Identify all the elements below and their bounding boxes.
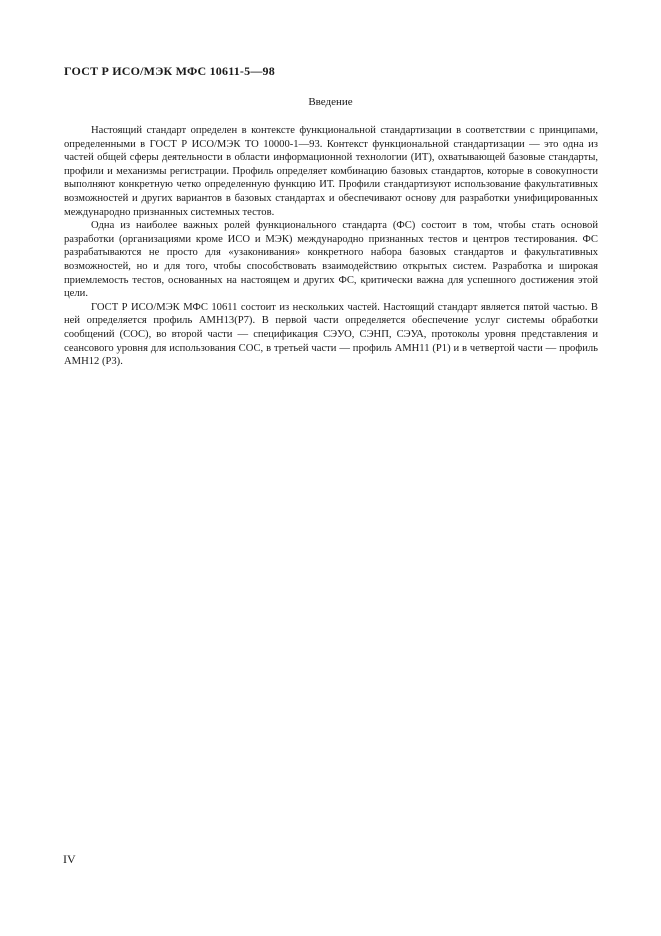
document-header: ГОСТ Р ИСО/МЭК МФС 10611-5—98 <box>64 64 275 78</box>
section-title: Введение <box>308 96 353 108</box>
document-body <box>64 124 598 369</box>
paragraph-3: ГОСТ Р ИСО/МЭК МФС 10611 состоит из нескольких частей. Настоящий стандарт является пятой частью. В ней определяется профиль АМН13(Р7). В первой части определяется обеспечение услуг системы обработки сообщений (СОС), во второй части — спецификация СЭУО, СЭНП, СЭУА, протоколы уровня представления и сеансового уровня для использования СОС, в третьей части — профиль АМН11 (Р1) и в четвертой части — профиль АМН12 (Р3). <box>64 301 598 368</box>
page-number: IV <box>63 852 76 866</box>
paragraph-2: Одна из наиболее важных ролей функционального стандарта (ФС) состоит в том, чтобы стать основой разработки (организациями кроме ИСО и МЭК) международно признанных тестов и центров тестирования. ФС разрабатываются не просто для «узаконивания» конкретного набора базовых стандартов и факультативных возможностей, но и для того, чтобы способствовать взаимодействию открытых систем. Разработка и широкая приемлемость тестов, основанных на настоящем и других ФС, критически важна для успешного достижения этой цели. <box>64 220 598 300</box>
paragraph-1: Настоящий стандарт определен в контексте функциональной стандартизации в соответствии с принципами, определенными в ГОСТ Р ИСО/МЭК ТО 10000-1—93. Контекст функциональной стандартизации — это одна из частей общей сферы деятельности в области информационной технологии (ИТ), охватывающей базовые стандарты, профили и механизмы регистрации. Профиль определяет комбинацию базовых стандартов, которые в совокупности выполняют конкретную четко определенную функцию ИТ. Профили стандартизуют использование факультативных возможностей и других вариантов в базовых стандартах и обеспечивают основу для разработки унифицированных международно признанных системных тестов. <box>64 125 598 218</box>
